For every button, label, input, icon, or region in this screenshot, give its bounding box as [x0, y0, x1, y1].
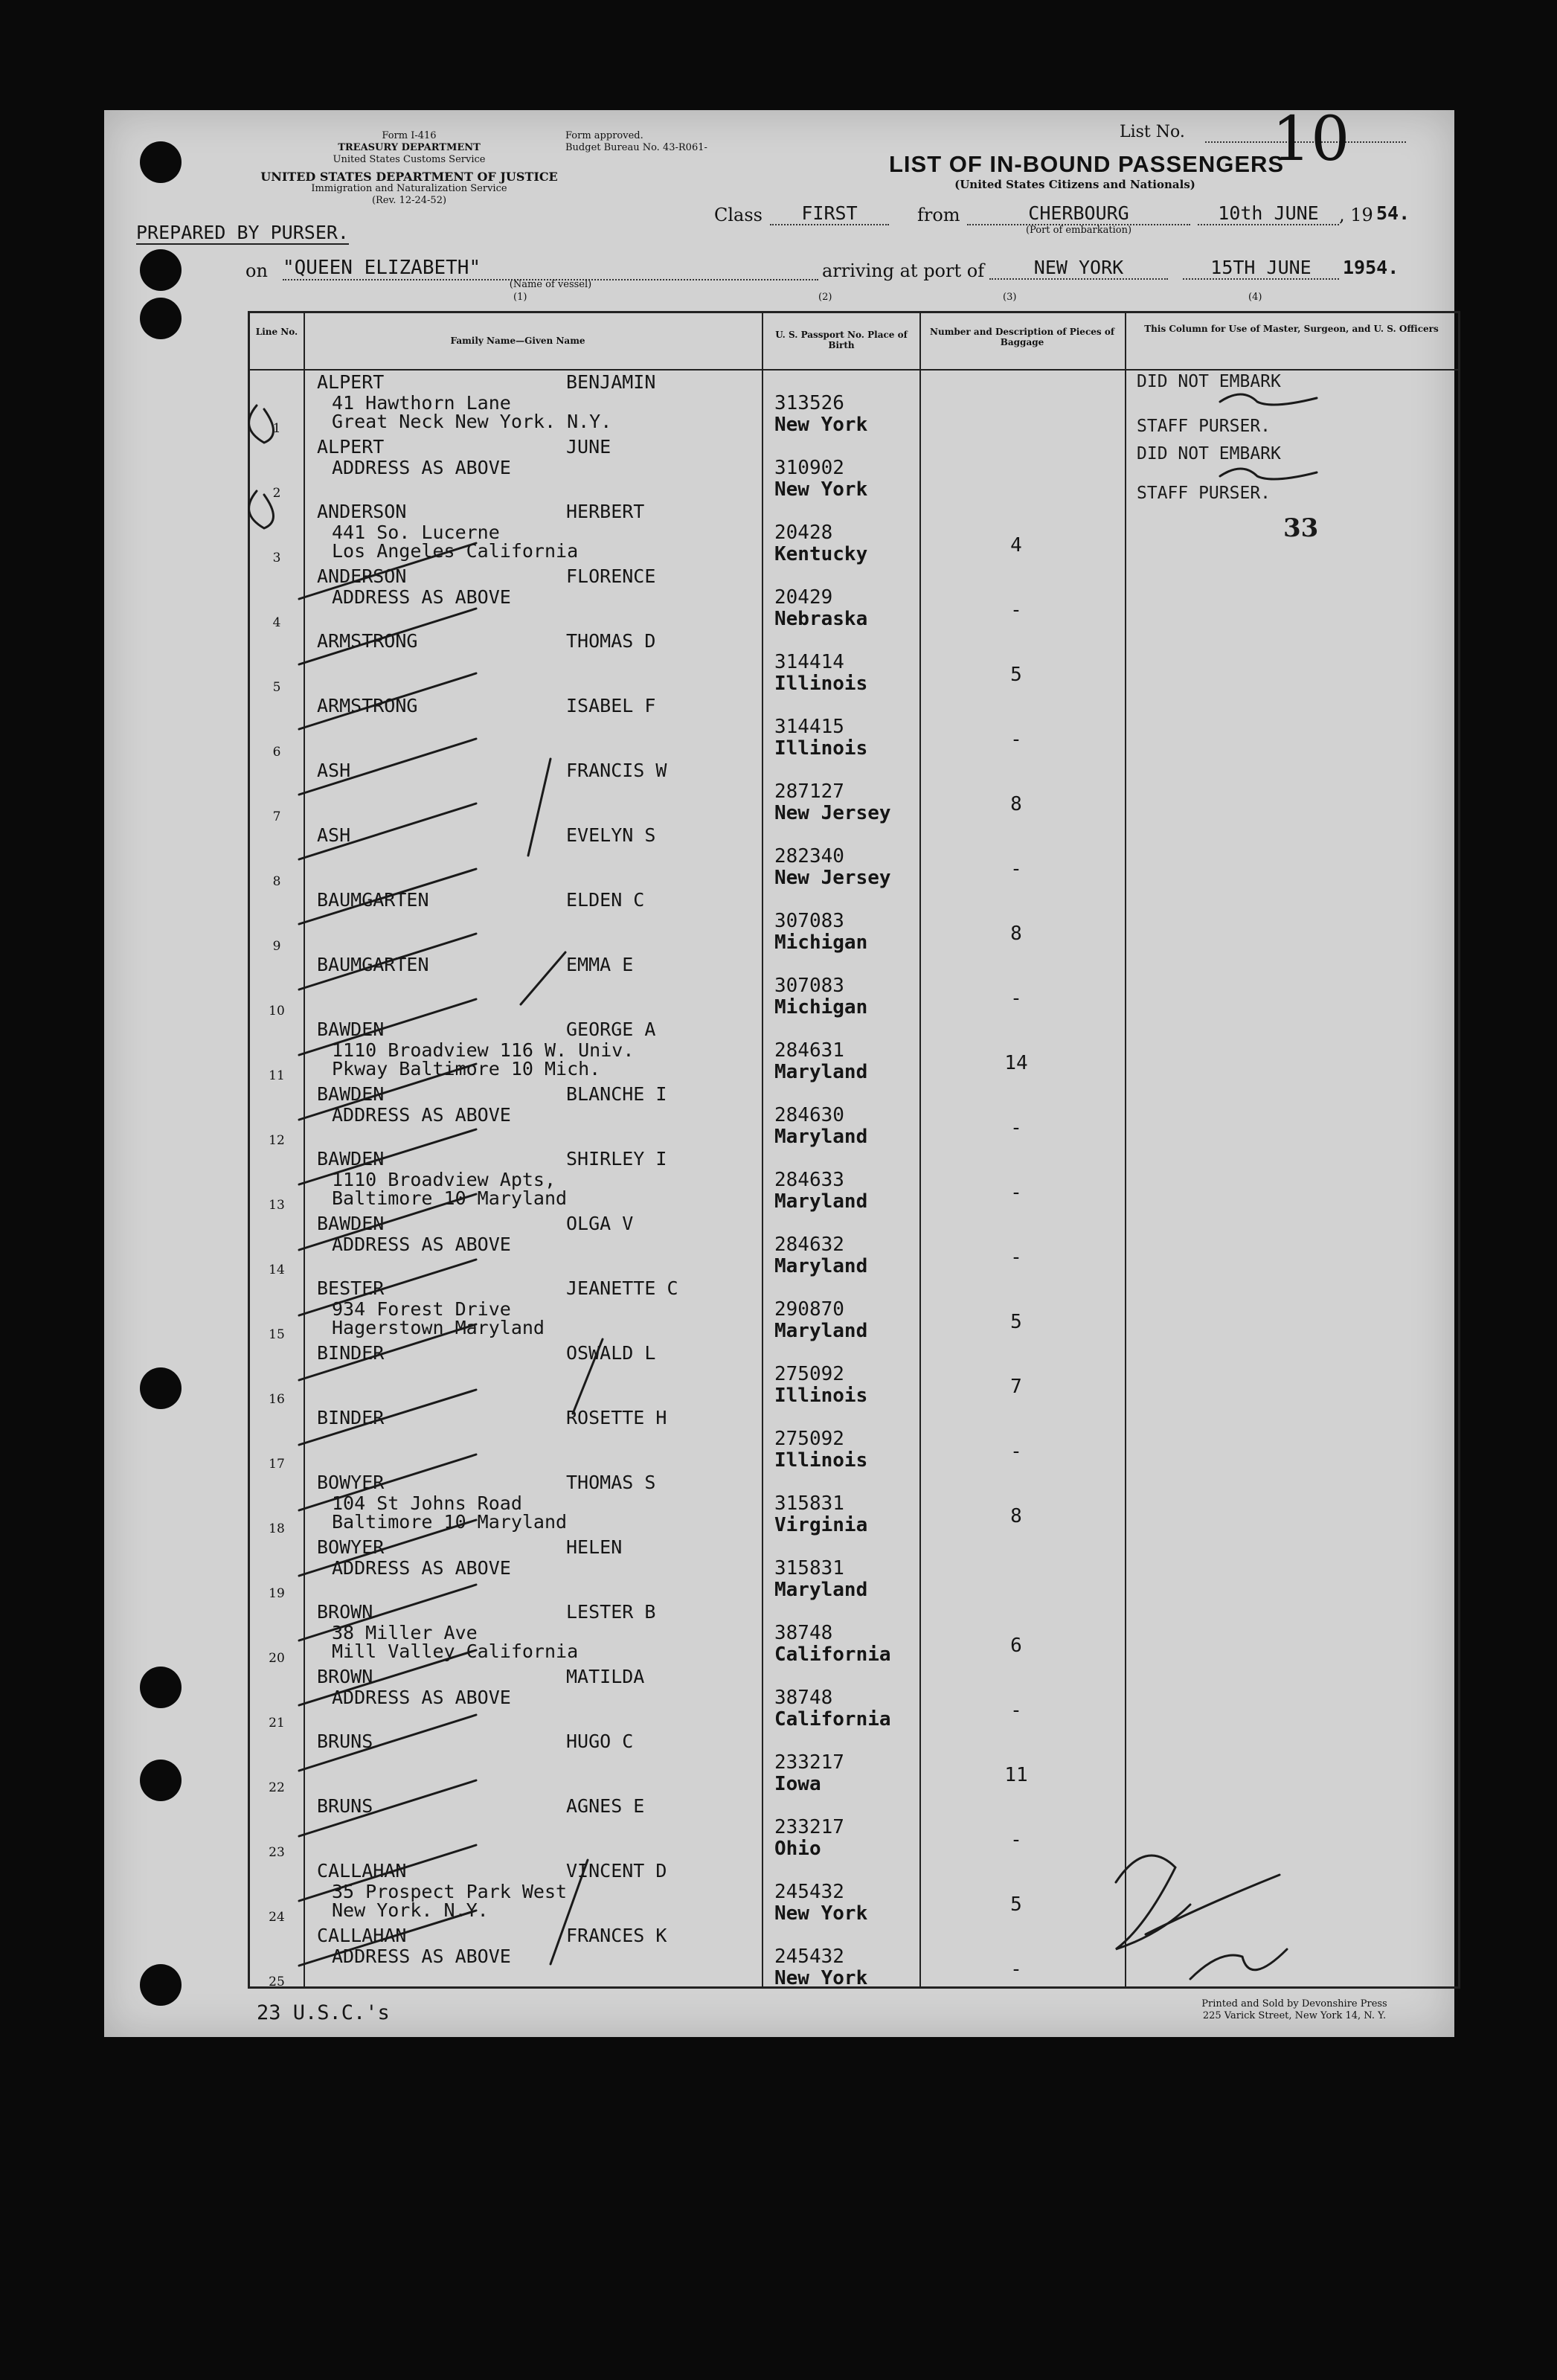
- family-name: BROWN: [317, 1601, 373, 1623]
- passport-number: 284632: [774, 1234, 844, 1256]
- given-name: BLANCHE I: [566, 1083, 667, 1105]
- line-number: 25: [269, 1975, 285, 1989]
- address-line-1: 934 Forest Drive: [332, 1298, 511, 1320]
- given-name: OSWALD L: [566, 1342, 656, 1364]
- revision: (Rev. 12-24-52): [371, 195, 447, 206]
- form-approved: Form approved.: [565, 130, 643, 141]
- passport-number: 313526: [774, 392, 844, 414]
- baggage-count: 4: [1010, 534, 1022, 556]
- passport-number: 275092: [774, 1363, 844, 1385]
- from-label: from: [917, 205, 960, 225]
- baggage-count: 11: [1004, 1764, 1028, 1786]
- place-of-birth: New York: [774, 478, 868, 501]
- family-name: BAUMGARTEN: [317, 889, 429, 911]
- baggage-count: 8: [1010, 1505, 1022, 1527]
- col-header-name: Family Name—Given Name: [450, 336, 585, 346]
- baggage-count: 8: [1010, 923, 1022, 945]
- line-number: 19: [269, 1586, 285, 1601]
- passport-number: 284633: [774, 1169, 844, 1191]
- place-of-birth: Illinois: [774, 1449, 868, 1472]
- baggage-count: -: [1010, 1699, 1022, 1722]
- officer-note-staff-purser: STAFF PURSER.: [1137, 484, 1271, 503]
- officer-note-staff-purser: STAFF PURSER.: [1137, 417, 1271, 436]
- line-number: 22: [269, 1780, 285, 1795]
- family-name: ARMSTRONG: [317, 630, 418, 652]
- passport-number: 315831: [774, 1492, 844, 1515]
- given-name: OLGA V: [566, 1213, 634, 1234]
- family-name: ALPERT: [317, 436, 385, 458]
- page-title: LIST OF IN-BOUND PASSENGERS: [889, 151, 1285, 177]
- given-name: JUNE: [566, 436, 611, 458]
- vessel-name: "QUEEN ELIZABETH": [283, 257, 818, 280]
- address-line-1: 38 Miller Ave: [332, 1622, 478, 1643]
- baggage-count: -: [1010, 858, 1022, 880]
- class-value: FIRST: [770, 202, 889, 225]
- address-line-1: ADDRESS AS ABOVE: [332, 1946, 511, 1967]
- family-name: ASH: [317, 824, 351, 846]
- line-number: 13: [269, 1198, 285, 1213]
- address-line-1: ADDRESS AS ABOVE: [332, 1557, 511, 1579]
- line-number: 15: [269, 1327, 285, 1342]
- baggage-count: 7: [1010, 1376, 1022, 1398]
- family-name: BAWDEN: [317, 1213, 385, 1234]
- place-of-birth: Illinois: [774, 737, 868, 760]
- line-number: 10: [269, 1004, 285, 1019]
- baggage-count: -: [1010, 1440, 1022, 1463]
- passport-number: 275092: [774, 1428, 844, 1450]
- page-subtitle: (United States Citizens and Nationals): [954, 178, 1195, 191]
- list-no-value: 10: [1272, 104, 1350, 175]
- place-of-birth: California: [774, 1708, 891, 1731]
- address-line-1: 104 St Johns Road: [332, 1492, 522, 1514]
- baggage-count: -: [1010, 1117, 1022, 1139]
- line-number: 9: [272, 939, 281, 954]
- officer-note-did-not-embark: DID NOT EMBARK: [1137, 372, 1281, 391]
- given-name: EMMA E: [566, 954, 634, 975]
- ins-service: Immigration and Naturalization Service: [311, 183, 507, 194]
- place-of-birth: New York: [774, 414, 868, 436]
- address-line-1: ADDRESS AS ABOVE: [332, 1104, 511, 1126]
- given-name: HERBERT: [566, 501, 645, 522]
- line-number: 17: [269, 1457, 285, 1472]
- officer-count: 33: [1283, 513, 1319, 543]
- place-of-birth: Virginia: [774, 1514, 868, 1536]
- line-number: 2: [272, 486, 281, 501]
- baggage-count: 14: [1004, 1052, 1028, 1074]
- place-of-birth: New Jersey: [774, 802, 891, 824]
- baggage-count: 8: [1010, 793, 1022, 815]
- family-name: BOWYER: [317, 1472, 385, 1493]
- place-of-birth: Illinois: [774, 1385, 868, 1407]
- passport-number: 233217: [774, 1816, 844, 1838]
- given-name: LESTER B: [566, 1601, 656, 1623]
- address-line-2: Baltimore 10 Maryland: [332, 1187, 568, 1209]
- col-header-line: Line No.: [255, 327, 298, 337]
- line-number: 8: [272, 874, 281, 889]
- address-line-2: Los Angeles California: [332, 540, 579, 562]
- passport-number: 233217: [774, 1751, 844, 1774]
- family-name: BRUNS: [317, 1795, 373, 1817]
- address-line-2: New York. N.Y.: [332, 1899, 489, 1921]
- address-line-2: Baltimore 10 Maryland: [332, 1511, 568, 1533]
- place-of-birth: New York: [774, 1967, 868, 1989]
- arrival-year: 1954.: [1343, 257, 1399, 278]
- passport-number: 307083: [774, 975, 844, 997]
- address-line-1: ADDRESS AS ABOVE: [332, 1234, 511, 1255]
- passport-number: 307083: [774, 910, 844, 932]
- form-number: Form I-416: [382, 130, 437, 141]
- place-of-birth: Kentucky: [774, 543, 868, 565]
- place-of-birth: Ohio: [774, 1838, 821, 1860]
- given-name: ELDEN C: [566, 889, 645, 911]
- family-name: CALLAHAN: [317, 1925, 407, 1946]
- given-name: GEORGE A: [566, 1019, 656, 1040]
- line-number: 11: [269, 1068, 285, 1083]
- family-name: BAWDEN: [317, 1083, 385, 1105]
- baggage-count: 5: [1010, 1893, 1022, 1916]
- given-name: THOMAS D: [566, 630, 656, 652]
- family-name: CALLAHAN: [317, 1860, 407, 1882]
- passport-number: 245432: [774, 1946, 844, 1968]
- place-of-birth: Maryland: [774, 1320, 868, 1342]
- budget-bureau: Budget Bureau No. 43-R061-: [565, 142, 707, 153]
- given-name: SHIRLEY I: [566, 1148, 667, 1170]
- address-line-1: 1110 Broadview Apts,: [332, 1169, 556, 1190]
- passport-number: 38748: [774, 1687, 833, 1709]
- family-name: BINDER: [317, 1342, 385, 1364]
- treasury-dept: TREASURY DEPARTMENT: [338, 142, 481, 153]
- given-name: VINCENT D: [566, 1860, 667, 1882]
- col-header-passport: U. S. Passport No. Place of Birth: [775, 330, 908, 350]
- passport-number: 20429: [774, 586, 833, 609]
- family-name: BAWDEN: [317, 1148, 385, 1170]
- family-name: BESTER: [317, 1277, 385, 1299]
- place-of-birth: New York: [774, 1902, 868, 1925]
- given-name: EVELYN S: [566, 824, 656, 846]
- passport-number: 314415: [774, 716, 844, 738]
- passport-number: 245432: [774, 1881, 844, 1903]
- place-of-birth: Iowa: [774, 1773, 821, 1795]
- place-of-birth: Michigan: [774, 996, 868, 1019]
- line-number: 24: [269, 1910, 285, 1925]
- line-number: 5: [272, 680, 281, 695]
- baggage-count: 5: [1010, 1311, 1022, 1333]
- family-name: BRUNS: [317, 1731, 373, 1752]
- line-number: 16: [269, 1392, 285, 1407]
- col-marker-4: (4): [1248, 292, 1262, 303]
- depart-date: 10th JUNE: [1198, 202, 1339, 225]
- place-of-birth: California: [774, 1643, 891, 1666]
- line-number: 20: [269, 1651, 285, 1666]
- given-name: ROSETTE H: [566, 1407, 667, 1428]
- line-number: 23: [269, 1845, 285, 1860]
- address-line-2: Pkway Baltimore 10 Mich.: [332, 1058, 601, 1080]
- arrival-date: 15TH JUNE: [1183, 257, 1339, 280]
- baggage-count: 6: [1010, 1635, 1022, 1657]
- family-name: ALPERT: [317, 371, 385, 393]
- col-header-baggage: Number and Description of Pieces of Baggage: [930, 327, 1114, 347]
- address-line-1: ADDRESS AS ABOVE: [332, 1687, 511, 1708]
- given-name: FRANCES K: [566, 1925, 667, 1946]
- passport-number: 314414: [774, 651, 844, 673]
- passport-number: 38748: [774, 1622, 833, 1644]
- line-number: 12: [269, 1133, 285, 1148]
- given-name: MATILDA: [566, 1666, 645, 1687]
- family-name: BROWN: [317, 1666, 373, 1687]
- col-marker-1: (1): [513, 292, 527, 303]
- address-line-1: 41 Hawthorn Lane: [332, 392, 511, 414]
- place-of-birth: Maryland: [774, 1190, 868, 1213]
- depart-year-prefix: , 19: [1339, 205, 1373, 225]
- place-of-birth: Nebraska: [774, 608, 868, 630]
- family-name: BINDER: [317, 1407, 385, 1428]
- line-number: 1: [272, 421, 281, 436]
- place-of-birth: Maryland: [774, 1255, 868, 1277]
- printer-line-1: Printed and Sold by Devonshire Press: [1201, 1998, 1387, 2009]
- given-name: FLORENCE: [566, 565, 656, 587]
- given-name: ISABEL F: [566, 695, 656, 716]
- place-of-birth: Michigan: [774, 931, 868, 954]
- line-number: 4: [272, 615, 281, 630]
- address-line-1: 35 Prospect Park West: [332, 1881, 568, 1902]
- line-number: 3: [272, 551, 281, 565]
- given-name: BENJAMIN: [566, 371, 656, 393]
- given-name: THOMAS S: [566, 1472, 656, 1493]
- family-name: ANDERSON: [317, 501, 407, 522]
- passport-number: 310902: [774, 457, 844, 479]
- passport-number: 284630: [774, 1104, 844, 1126]
- embark-port: CHERBOURG: [967, 202, 1190, 225]
- place-of-birth: Maryland: [774, 1579, 868, 1601]
- depart-year: 54.: [1376, 202, 1410, 224]
- place-of-birth: Maryland: [774, 1061, 868, 1083]
- col-marker-2: (2): [818, 292, 832, 303]
- family-name: BOWYER: [317, 1536, 385, 1558]
- given-name: FRANCIS W: [566, 760, 667, 781]
- address-line-2: Mill Valley California: [332, 1640, 579, 1662]
- printer-imprint: [1146, 1998, 1443, 2022]
- customs-service: United States Customs Service: [333, 154, 486, 165]
- passport-number: 282340: [774, 845, 844, 867]
- given-name: HUGO C: [566, 1731, 634, 1752]
- family-name: ARMSTRONG: [317, 695, 418, 716]
- citizen-count: 23 U.S.C.'s: [257, 2001, 390, 2024]
- passport-number: 287127: [774, 780, 844, 803]
- line-number: 21: [269, 1716, 285, 1731]
- printer-line-2: 225 Varick Street, New York 14, N. Y.: [1202, 2010, 1387, 2021]
- passport-number: 284631: [774, 1039, 844, 1062]
- baggage-count: -: [1010, 1246, 1022, 1268]
- address-line-1: ADDRESS AS ABOVE: [332, 457, 511, 478]
- family-name: BAWDEN: [317, 1019, 385, 1040]
- vessel-caption: (Name of vessel): [509, 279, 592, 290]
- baggage-count: -: [1010, 1958, 1022, 1980]
- line-number: 18: [269, 1521, 285, 1536]
- officer-note-did-not-embark: DID NOT EMBARK: [1137, 444, 1281, 464]
- address-line-1: ADDRESS AS ABOVE: [332, 586, 511, 608]
- class-label: Class: [714, 205, 763, 225]
- given-name: JEANETTE C: [566, 1277, 678, 1299]
- given-name: AGNES E: [566, 1795, 645, 1817]
- passport-number: 290870: [774, 1298, 844, 1321]
- baggage-count: 5: [1010, 664, 1022, 686]
- given-name: HELEN: [566, 1536, 623, 1558]
- address-line-1: 441 So. Lucerne: [332, 522, 500, 543]
- baggage-count: -: [1010, 987, 1022, 1010]
- col-header-officers: This Column for Use of Master, Surgeon, and U. S. Officers: [1144, 324, 1439, 334]
- line-number: 14: [269, 1263, 285, 1277]
- baggage-count: -: [1010, 599, 1022, 621]
- address-line-1: 1110 Broadview 116 W. Univ.: [332, 1039, 635, 1061]
- place-of-birth: Illinois: [774, 673, 868, 695]
- line-number: 6: [272, 745, 281, 760]
- justice-dept: UNITED STATES DEPARTMENT OF JUSTICE: [260, 170, 558, 184]
- family-name: ASH: [317, 760, 351, 781]
- place-of-birth: Maryland: [774, 1126, 868, 1148]
- address-line-2: Great Neck New York. N.Y.: [332, 411, 612, 432]
- family-name: ANDERSON: [317, 565, 407, 587]
- baggage-count: -: [1010, 1181, 1022, 1204]
- baggage-count: -: [1010, 1829, 1022, 1851]
- list-no-label: List No.: [1120, 123, 1185, 141]
- family-name: BAUMGARTEN: [317, 954, 429, 975]
- line-number: 7: [272, 809, 281, 824]
- arrival-port: NEW YORK: [989, 257, 1168, 280]
- embark-caption: (Port of embarkation): [1025, 225, 1132, 236]
- place-of-birth: New Jersey: [774, 867, 891, 889]
- passport-number: 20428: [774, 522, 833, 544]
- prepared-by: PREPARED BY PURSER.: [136, 222, 349, 243]
- col-marker-3: (3): [1003, 292, 1017, 303]
- passport-number: 315831: [774, 1557, 844, 1579]
- baggage-count: -: [1010, 728, 1022, 751]
- address-line-2: Hagerstown Maryland: [332, 1317, 545, 1338]
- arriving-label: arriving at port of: [822, 260, 985, 281]
- on-label: on: [245, 260, 268, 281]
